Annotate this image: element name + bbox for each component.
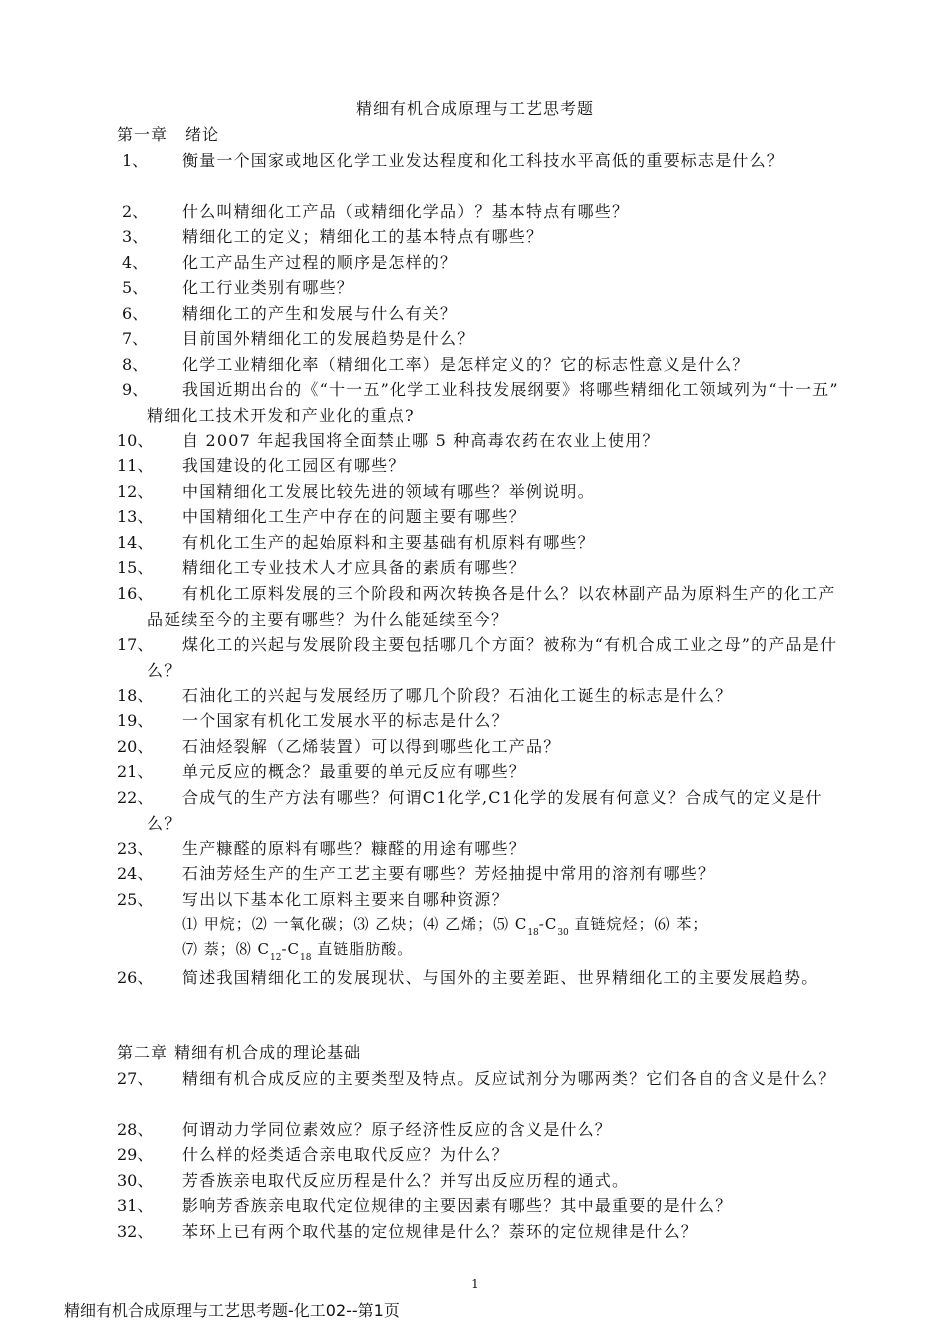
question-text: 有机化工生产的起始原料和主要基础有机原料有哪些？ (182, 533, 595, 552)
question-number: 26、 (117, 968, 154, 987)
option-text: -C (281, 940, 301, 958)
question-number: 10、 (117, 431, 154, 450)
question-26 (117, 965, 847, 991)
question-number: 28、 (117, 1120, 154, 1139)
option-text: -C (538, 915, 558, 933)
question-number: 19、 (117, 711, 154, 730)
question-15 (117, 555, 847, 581)
question-number: 11、 (117, 456, 154, 475)
question-number: 29、 (117, 1145, 154, 1164)
document-title: 精细有机合成原理与工艺思考题 (355, 99, 594, 118)
question-13 (117, 504, 847, 530)
question-text: 化工产品生产过程的顺序是怎样的？ (182, 253, 458, 272)
question-number: 3、 (122, 227, 149, 246)
question-32 (117, 1219, 847, 1245)
question-4 (117, 250, 847, 276)
question-number: 9、 (122, 380, 149, 399)
question-text: 一个国家有机化工发展水平的标志是什么？ (182, 711, 509, 730)
question-number: 15、 (117, 558, 154, 577)
question-23 (117, 836, 847, 862)
question-28 (117, 1117, 847, 1143)
question-text: 苯环上已有两个取代基的定位规律是什么？萘环的定位规律是什么？ (182, 1222, 699, 1241)
question-number: 14、 (117, 533, 154, 552)
subscript: 18 (300, 953, 312, 963)
question-number: 22、 (117, 788, 154, 807)
subscript: 12 (270, 953, 282, 963)
question-text: 影响芳香族亲电取代定位规律的主要因素有哪些？其中最重要的是什么？ (182, 1196, 733, 1215)
question-text: 单元反应的概念？最重要的单元反应有哪些？ (182, 762, 527, 781)
question-number: 8、 (122, 355, 149, 374)
question-1 (117, 148, 847, 174)
question-18 (117, 683, 847, 709)
question-text: 精细化工专业技术人才应具备的素质有哪些？ (182, 558, 527, 577)
question-10 (117, 428, 847, 454)
question-number: 31、 (117, 1196, 154, 1215)
question-number: 17、 (117, 635, 154, 654)
option-text: 直链脂肪酸。 (311, 940, 414, 958)
question-number: 1、 (122, 151, 149, 170)
question-number: 30、 (117, 1171, 154, 1190)
question-number: 18、 (117, 686, 154, 705)
page-footer: 精细有机合成原理与工艺思考题-化工02--第1页 (64, 1301, 400, 1320)
question-number: 2、 (122, 202, 149, 221)
question-17 (117, 632, 847, 683)
subscript: 30 (557, 928, 569, 938)
question-text: 自 2007 年起我国将全面禁止哪 5 种高毒农药在农业上使用？ (182, 431, 660, 450)
question-text: 煤化工的兴起与发展阶段主要包括哪几个方面？被称为“有机合成工业之母”的产品是什么？ (147, 635, 838, 680)
question-11 (117, 453, 847, 479)
question-text: 石油烃裂解（乙烯装置）可以得到哪些化工产品？ (182, 737, 561, 756)
question-29 (117, 1142, 847, 1168)
question-6 (117, 301, 847, 327)
question-8 (117, 352, 847, 378)
question-text: 我国近期出台的《“十一五”化学工业科技发展纲要》将哪些精细化工领域列为“十一五” 精细化工技术开发和产业化的重点? (147, 380, 839, 425)
question-9 (117, 377, 847, 428)
question-number: 20、 (117, 737, 154, 756)
subscript: 18 (527, 928, 539, 938)
question-number: 5、 (122, 278, 149, 297)
question-20 (117, 734, 847, 760)
question-number: 7、 (122, 329, 149, 348)
page-number: 1 (471, 1277, 479, 1291)
question-text: 合成气的生产方法有哪些？何谓C1化学,C1化学的发展有何意义？合成气的定义是什么？ (147, 788, 823, 833)
question-number: 27、 (117, 1069, 154, 1088)
option-text: 直链烷烃；⑹ 苯； (568, 915, 709, 933)
question-31 (117, 1193, 847, 1219)
question-27 (117, 1066, 847, 1092)
question-19 (117, 708, 847, 734)
question-text: 衡量一个国家或地区化学工业发达程度和化工科技水平高低的重要标志是什么？ (182, 151, 785, 170)
question-text: 我国建设的化工园区有哪些？ (182, 456, 406, 475)
question-2 (117, 199, 847, 225)
question-number: 4、 (122, 253, 149, 272)
question-text: 精细有机合成反应的主要类型及特点。反应试剂分为哪两类？它们各自的含义是什么？ (182, 1069, 836, 1088)
question-text: 中国精细化工发展比较先进的领域有哪些？举例说明。 (182, 482, 595, 501)
question-text: 芳香族亲电取代反应历程是什么？并写出反应历程的通式。 (182, 1171, 630, 1190)
question-14 (117, 530, 847, 556)
question-7 (117, 326, 847, 352)
question-22 (117, 785, 847, 836)
question-number: 25、 (117, 890, 154, 909)
question-number: 16、 (117, 584, 154, 603)
question-25 (117, 887, 847, 913)
question-text: 石油芳烃生产的生产工艺主要有哪些？芳烃抽提中常用的溶剂有哪些？ (182, 864, 716, 883)
question-21 (117, 759, 847, 785)
question-text: 什么叫精细化工产品（或精细化学品）？基本特点有哪些？ (182, 202, 630, 221)
question-text: 简述我国精细化工的发展现状、与国外的主要差距、世界精细化工的主要发展趋势。 (182, 968, 819, 987)
question-text: 写出以下基本化工原料主要来自哪种资源？ (182, 890, 509, 909)
question-number: 24、 (117, 864, 154, 883)
question-text: 目前国外精细化工的发展趋势是什么？ (182, 329, 475, 348)
question-number: 6、 (122, 304, 149, 323)
chapter-2-heading: 第二章 精细有机合成的理论基础 (117, 1043, 362, 1062)
question-text: 有机化工原料发展的三个阶段和两次转换各是什么？以农林副产品为原料生产的化工产品延续至今的主要有哪些？为什么能延续至今？ (147, 584, 836, 629)
question-text: 生产糠醛的原料有哪些？糠醛的用途有哪些？ (182, 839, 527, 858)
question-number: 12、 (117, 482, 154, 501)
question-text: 石油化工的兴起与发展经历了哪几个阶段？石油化工诞生的标志是什么？ (182, 686, 733, 705)
chapter-1-heading: 第一章 绪论 (117, 125, 220, 144)
question-24 (117, 861, 847, 887)
question-number: 21、 (117, 762, 154, 781)
question-text: 精细化工的产生和发展与什么有关？ (182, 304, 458, 323)
question-number: 23、 (117, 839, 154, 858)
question-5 (117, 275, 847, 301)
question-number: 32、 (117, 1222, 154, 1241)
question-30 (117, 1168, 847, 1194)
question-text: 中国精细化工生产中存在的问题主要有哪些？ (182, 507, 527, 526)
question-text: 化学工业精细化率（精细化工率）是怎样定义的？它的标志性意义是什么？ (182, 355, 750, 374)
question-text: 什么样的烃类适合亲电取代反应？为什么？ (182, 1145, 509, 1164)
option-text: ⑴ 甲烷；⑵ 一氧化碳；⑶ 乙炔；⑷ 乙烯；⑸ C (182, 915, 528, 933)
question-number: 13、 (117, 507, 154, 526)
option-text: ⑺ 萘；⑻ C (182, 940, 271, 958)
question-text: 化工行业类别有哪些？ (182, 278, 355, 297)
question-text: 精细化工的定义；精细化工的基本特点有哪些？ (182, 227, 544, 246)
question-12 (117, 479, 847, 505)
question-text: 何谓动力学同位素效应？原子经济性反应的含义是什么？ (182, 1120, 613, 1139)
question-16 (117, 581, 847, 632)
question-3 (117, 224, 847, 250)
